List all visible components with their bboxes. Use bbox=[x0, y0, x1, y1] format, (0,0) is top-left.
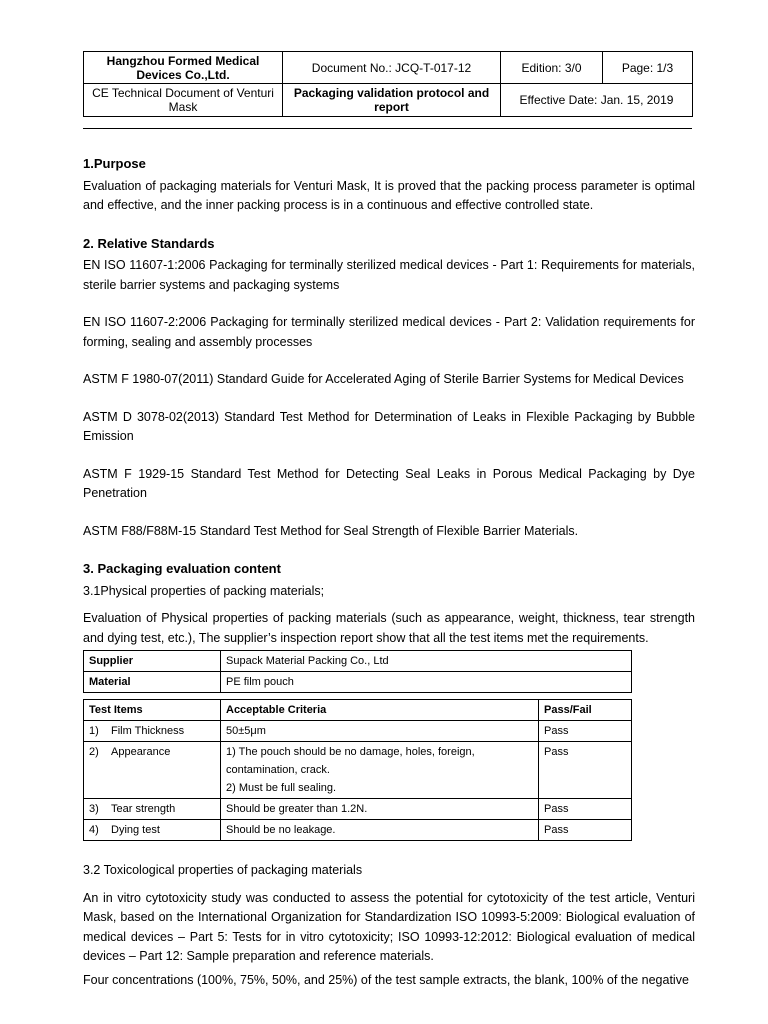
subsection-3-1-text: Evaluation of Physical properties of packing materials (such as appearance, weight, thickness, tear strength and dying test, etc.), The supplier’s inspection report show that all the test items met the requirements. bbox=[83, 611, 695, 645]
table-row bbox=[84, 721, 632, 742]
result: Pass bbox=[539, 721, 632, 742]
purpose-text: Evaluation of packaging materials for Venturi Mask, It is proved that the packing process parameter is optimal and effective, and the inner packing process is in a continuous and effective controlled state. bbox=[83, 178, 695, 212]
material-label: Material bbox=[84, 672, 221, 693]
criteria-line: 1) The pouch should be no damage, holes, foreign, bbox=[226, 746, 475, 758]
standard-item: ASTM F 1980-07(2011) Standard Guide for Accelerated Aging of Sterile Barrier Systems for Medical Devices bbox=[83, 372, 684, 386]
standard-item: EN ISO 11607-1:2006 Packaging for terminally sterilized medical devices - Part 1: Requirements for materials, sterile barrier systems and packaging systems bbox=[83, 258, 695, 292]
test-item: Dying test bbox=[111, 824, 160, 836]
subsection-3-1-heading: 3.1Physical properties of packing materials; bbox=[83, 583, 325, 598]
supplier-value: Supack Material Packing Co., Ltd bbox=[221, 651, 632, 672]
test-item: Appearance bbox=[111, 746, 171, 758]
criteria-line: 2) Must be full sealing. bbox=[226, 782, 337, 794]
column-header-criteria: Acceptable Criteria bbox=[221, 700, 539, 721]
table-row bbox=[84, 799, 632, 820]
criteria-line: contamination, crack. bbox=[226, 764, 330, 776]
evaluation-heading: 3. Packaging evaluation content bbox=[83, 561, 281, 576]
test-item: Film Thickness bbox=[111, 725, 185, 737]
table-row bbox=[84, 742, 632, 799]
result: Pass bbox=[539, 742, 632, 799]
header-rule bbox=[83, 128, 692, 129]
edition: Edition: 3/0 bbox=[501, 52, 603, 84]
company-name: Hangzhou Formed Medical Devices Co.,Ltd. bbox=[84, 52, 283, 84]
row-number: 3) bbox=[89, 803, 99, 815]
subsection-3-2-text: An in vitro cytotoxicity study was conducted to assess the potential for cytotoxicity of the test article, Venturi Mask, based on the International Organization for Standardization ISO 10993-5:2009: Biological evaluation of medical devices – Part 5: Tests for in vitro cytotoxicity; ISO 10993-12:2012: Biological evaluation of medical devices – Part 12: Sample preparation and reference materials. bbox=[83, 890, 695, 963]
standard-item: ASTM D 3078-02(2013) Standard Test Method for Determination of Leaks in Flexible Packaging by Bubble Emission bbox=[83, 409, 695, 443]
document-title: Packaging validation protocol and report bbox=[283, 84, 501, 117]
subsection-3-2-text-continued: Four concentrations (100%, 75%, 50%, and 25%) of the test sample extracts, the blank, 100% of the negative bbox=[83, 972, 689, 987]
row-number: 2) bbox=[89, 746, 99, 758]
result: Pass bbox=[539, 799, 632, 820]
criteria: Should be greater than 1.2N. bbox=[221, 799, 539, 820]
document-header-table bbox=[83, 51, 693, 117]
criteria: 50±5μm bbox=[221, 721, 539, 742]
row-number: 4) bbox=[89, 824, 99, 836]
document-number: Document No.: JCQ-T-017-12 bbox=[283, 52, 501, 84]
material-value: PE film pouch bbox=[221, 672, 632, 693]
result: Pass bbox=[539, 820, 632, 841]
subsection-3-2-heading: 3.2 Toxicological properties of packaging materials bbox=[83, 863, 363, 877]
standards-heading: 2. Relative Standards bbox=[83, 235, 215, 251]
purpose-heading: 1.Purpose bbox=[83, 156, 146, 171]
column-header-pass-fail: Pass/Fail bbox=[539, 700, 632, 721]
column-header-test-items: Test Items bbox=[84, 700, 221, 721]
row-number: 1) bbox=[89, 725, 99, 737]
standard-item: EN ISO 11607-2:2006 Packaging for terminally sterilized medical devices - Part 2: Validation requirements for forming, sealing and assembly processes bbox=[83, 315, 695, 349]
test-item: Tear strength bbox=[111, 803, 176, 815]
effective-date: Effective Date: Jan. 15, 2019 bbox=[501, 84, 693, 117]
criteria: Should be no leakage. bbox=[221, 820, 539, 841]
standard-item: ASTM F88/F88M-15 Standard Test Method for Seal Strength of Flexible Barrier Materials. bbox=[83, 523, 579, 538]
test-items-table bbox=[83, 650, 632, 841]
document-body bbox=[83, 154, 695, 990]
table-row bbox=[84, 820, 632, 841]
supplier-label: Supplier bbox=[84, 651, 221, 672]
technical-document-name: CE Technical Document of Venturi Mask bbox=[84, 84, 283, 117]
page-number: Page: 1/3 bbox=[603, 52, 693, 84]
standard-item: ASTM F 1929-15 Standard Test Method for Detecting Seal Leaks in Porous Medical Packaging by Dye Penetration bbox=[83, 466, 695, 500]
